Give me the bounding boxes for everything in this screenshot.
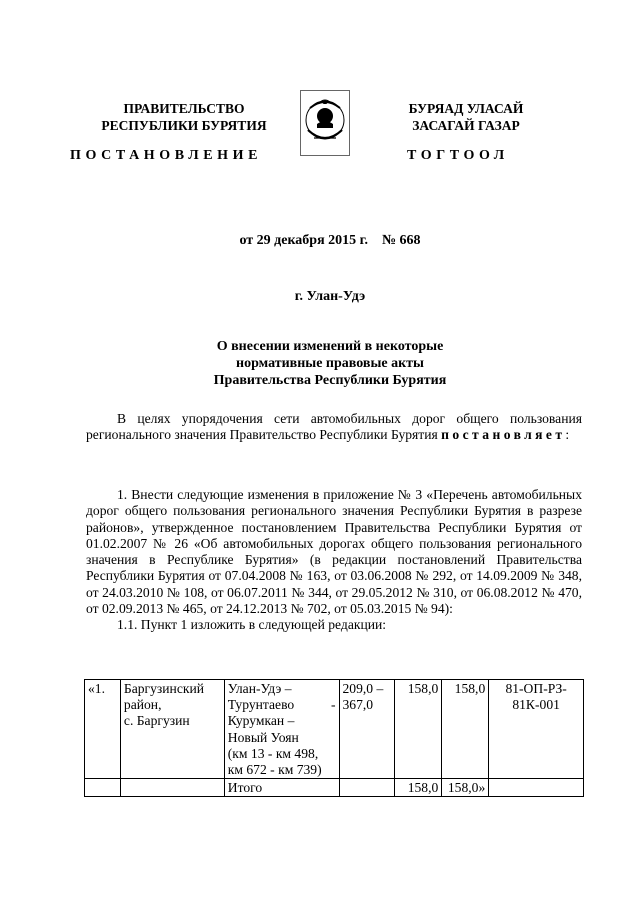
total-label: Итого — [224, 779, 339, 797]
government-name-buryat-line1: БУРЯАД УЛАСАЙ — [408, 101, 524, 116]
document-date: от 29 декабря 2015 г. — [239, 233, 368, 248]
preamble-colon: : — [565, 427, 570, 443]
title-line3: Правительства Республики Бурятия — [213, 373, 447, 388]
document-number: № 668 — [381, 233, 421, 248]
length-total-cell: 158,0 — [395, 680, 442, 779]
document-date-number — [0, 233, 640, 249]
doctype-left: ПОСТАНОВЛЕНИЕ — [70, 148, 263, 163]
preamble-paragraph — [86, 411, 582, 444]
document-city: г. Улан-Удэ — [294, 289, 366, 304]
header-right — [356, 100, 576, 134]
document-title — [0, 338, 640, 389]
district-cell: Баргузинский район, с. Баргузин — [120, 680, 224, 779]
preamble-text: В целях упорядочения сети автомобильных дорог общего пользования регионального значения Правительство Республики Бурятия — [86, 411, 582, 443]
government-name-line1: ПРАВИТЕЛЬСТВО — [123, 101, 245, 116]
title-line2: нормативные правовые акты — [236, 356, 424, 371]
government-name-line2: РЕСПУБЛИКИ БУРЯТИЯ — [101, 118, 267, 133]
header-left — [70, 100, 298, 134]
table-row-total — [85, 779, 584, 797]
title-line1: О внесении изменений в некоторые — [216, 339, 444, 354]
doctype-right: ТОГТООЛ — [407, 148, 509, 163]
km-range-cell: 209,0 – 367,0 — [339, 680, 395, 779]
coat-of-arms-emblem-icon — [300, 90, 350, 156]
item-1-paragraph — [86, 487, 582, 634]
row-number: «1. — [85, 680, 121, 779]
government-name-buryat-line2: ЗАСАГАЙ ГАЗАР — [412, 118, 520, 133]
total-length-1: 158,0 — [395, 779, 442, 797]
item-1-text: 1. Внести следующие изменения в приложение № 3 «Перечень автомобильных дорог общего пользования регионального значения Республики Бурятия в разрезе районов», утвержденное постановлением Правительства Республики Бурятия от 01.02.2007 № 26 «Об автомобильных дорогах общего пользования регионального значения в Республике Бурятия» (в редакции постановлений Правительства Республики Бурятия от 07.04.2008 № 163, от 03.06.2008 № 292, от 14.09.2009 № 348, от 24.03.2010 № 108, от 06.07.2011 № 344, от 29.05.2012 № 310, от 06.08.2012 № 470, от 02.09.2013 № 465, от 24.12.2013 № 702, от 05.03.2015 № 94): — [86, 487, 582, 617]
roads-table — [84, 679, 584, 797]
route-cell: Улан-Удэ – Турунтаево - Курумкан – Новый Уоян (км 13 - км 498, км 672 - км 739) — [224, 680, 339, 779]
road-code-cell: 81-ОП-РЗ- 81К-001 — [489, 680, 584, 779]
preamble-verb: постановляет — [441, 427, 566, 443]
item-1-1-text: 1.1. Пункт 1 изложить в следующей редакции: — [117, 617, 387, 633]
total-length-2: 158,0» — [442, 779, 489, 797]
table-row — [85, 680, 584, 779]
length-paved-cell: 158,0 — [442, 680, 489, 779]
